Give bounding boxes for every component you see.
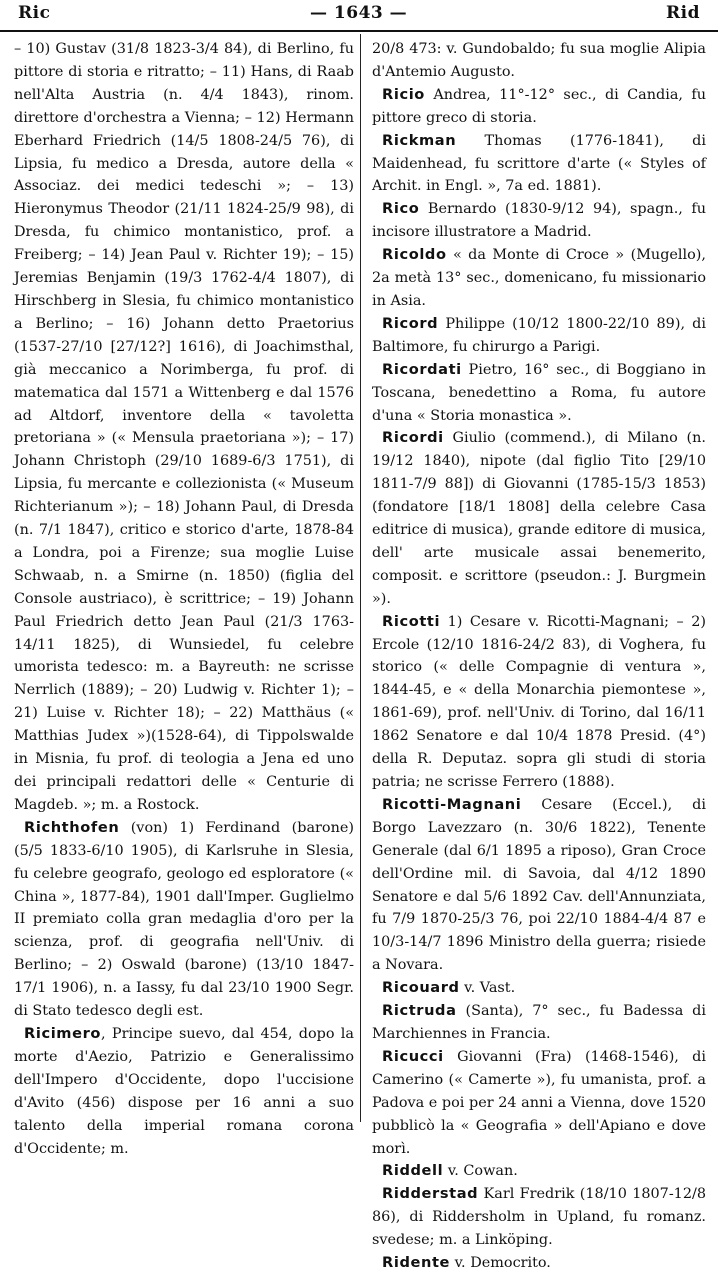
entry-ricucci: Ricucci Giovanni (Fra) (1468-1546), di Camerino (« Camerte »), fu umanista, prof. a Padova e poi per 24 anni a Vienna, dove 1520 pubblicò la « Geografia » dell'Apiano e dove morì. <box>372 1047 706 1157</box>
entry-ricimero: Ricimero, Principe suevo, dal 454, dopo la morte d'Aezio, Patrizio e Generalissimo dell'Impero d'Occidente, dopo l'uccisione d'Avito (456) dispose per 16 anni a suo talento della imperial romana corona d'Occidente; m. <box>14 1024 354 1157</box>
headword: Rickman <box>382 131 457 149</box>
entry-rickman: Rickman Thomas (1776-1841), di Maidenhead, fu scrittore d'arte (« Styles of Archit. in Engl. », 7a ed. 1881). <box>372 131 706 195</box>
headword: Ricoldo <box>382 246 447 264</box>
headword: Rico <box>382 200 420 218</box>
entry-continuation: – 10) Gustav (31/8 1823-3/4 84), di Berlino, fu pittore di storia e ritratto; – 11) Hans, di Raab nell'Alta Austria (n. 4/4 1843), rinom. direttore d'orchestra a Vienna; – 12) Hermann Eberhard Friedrich (14/5 1808-24/5 76), di Lipsia, fu medico a Dresda, autore della « Associaz. dei medici tedeschi »; – 13) Hieronymus Theodor (21/11 1824-25/9 98), di Dresda, fu chimico montanistico, prof. a Freiberg; – 14) Jean Paul v. Richter 19); – 15) Jeremias Benjamin (19/3 1762-4/4 1807), di Hirschberg in Slesia, fu chimico montanistico a Berlino; – 16) Johann detto Praetorius (1537-27/10 [27/12?] 1616), di Joachimsthal, già meccanico a Norimberga, fu prof. di matematica dal 1571 a Wittenberg e dal 1576 ad Altdorf, inventore della « tavoletta pretoriana » (« Mensula praetoriana »); – 17) Johann Christoph (29/10 1689-6/3 1751), di Lipsia, fu mercante e collezionista (« Museum Richterianum »); – 18) Johann Paul, di Dresda (n. 7/1 1847), critico e storico d'arte, 1878-84 a Londra, poi a Firenze; sua moglie Luise Schwaab, n. a Smirne (n. 1850) (figlia del Console austriaco), è scrittrice; – 19) Johann Paul Friedrich detto Jean Paul (21/3 1763-14/11 1825), di Wunsiedel, fu celebre umorista tedesco: m. a Bayreuth: ne scrisse Nerrlich (1889); – 20) Ludwig v. Richter 1); – 21) Luise v. Richter 18); – 22) Matthäus (« Matthias Judex »)(1528-64), di Tippolswalde in Misnia, fu prof. di teologia a Jena ed uno dei principali redattori delle « Centurie di Magdeb. »; m. a Rostock. <box>14 41 354 813</box>
column-divider <box>360 34 361 1122</box>
entry-rico: Rico Bernardo (1830-9/12 94), spagn., fu incisore illustratore a Madrid. <box>372 200 706 241</box>
headword: Ricio <box>382 85 425 103</box>
entry-ridente: Ridente v. Democrito. <box>382 1254 551 1272</box>
entry-ricotti-magnani: Ricotti-Magnani Cesare (Eccel.), di Borgo Lavezzaro (n. 30/6 1822), Tenente Generale (dal 6/1 1895 a riposo), Gran Croce dell'Ordine mil. di Savoia, dal 4/12 1890 Senatore e dal 5/6 1892 Cav. dell'Annunziata, fu 7/9 1870-25/3 76, poi 22/10 1884-4/4 87 e 10/3-14/7 1896 Ministro della guerra; risiede a Novara. <box>372 795 706 974</box>
entry-ricio: Ricio Andrea, 11°-12° sec., di Candia, fu pittore greco di storia. <box>372 85 706 126</box>
headword: Ridderstad <box>382 1185 479 1203</box>
headword: Ricucci <box>382 1047 444 1065</box>
headword: Ricotti <box>382 612 441 630</box>
entry-ricordi: Ricordi Giulio (commend.), di Milano (n. 19/12 1840), nipote (dal figlio Tito [29/10 1811-7/9 88]) di Giovanni (1785-15/3 1853) (fondatore [18/1 1808] della celebre Casa editrice di musica), grande editore di musica, dell' arte musicale assai benemerito, composit. e scrittore (pseudon.: J. Burgmein »). <box>372 429 706 607</box>
headword: Ricordi <box>382 429 444 447</box>
headword: Rictruda <box>382 1002 457 1020</box>
header-left-guideword: Ric <box>18 3 51 23</box>
entry-riddell: Riddell v. Cowan. <box>382 1162 518 1180</box>
page-header <box>0 0 718 32</box>
entry-ricouard: Ricouard v. Vast. <box>382 979 516 997</box>
headword: Richthofen <box>24 818 120 836</box>
headword: Ricord <box>382 314 439 332</box>
entry-richthofen: Richthofen (von) 1) Ferdinand (barone) (5/5 1833-6/10 1905), di Karlsruhe in Slesia, fu celebre geografo, geologo ed esploratore (« China », 1877-84), 1901 dall'Imper. Guglielmo II premiato colla gran medaglia d'oro per la scienza, prof. di geografia nell'Univ. di Berlino; – 2) Oswald (barone) (13/10 1847-17/1 1906), n. a Iassy, fu dal 23/10 1900 Segr. di Stato tedesco degli est. <box>14 818 354 1020</box>
headword: Ricordati <box>382 360 462 378</box>
page-number: — 1643 — <box>310 3 408 23</box>
headword: Ricotti-Magnani <box>382 795 522 813</box>
entry-continuation: 20/8 473: v. Gundobaldo; fu sua moglie Alipia d'Antemio Augusto. <box>372 41 706 80</box>
entry-ridderstad: Ridderstad Karl Fredrik (18/10 1807-12/8 86), di Riddersholm in Upland, fu romanz. svedese; m. a Linköping. <box>372 1185 706 1249</box>
left-column <box>14 38 354 1160</box>
headword: Ricimero <box>24 1024 102 1042</box>
header-right-guideword: Rid <box>666 3 700 23</box>
headword: Ridente <box>382 1254 451 1272</box>
entry-ricotti: Ricotti 1) Cesare v. Ricotti-Magnani; – 2) Ercole (12/10 1816-24/2 83), di Voghera, fu storico (« delle Compagnie di ventura », 1844-45, e « della Monarchia piemontese », 1861-69), prof. nell'Univ. di Torino, dal 16/11 1862 Senatore e dal 10/4 1878 Presid. (4°) della R. Deputaz. sopra gli studi di storia patria; ne scrisse Ferrero (1888). <box>372 612 706 790</box>
entry-ricord: Ricord Philippe (10/12 1800-22/10 89), di Baltimore, fu chirurgo a Parigi. <box>372 314 706 355</box>
entry-ricoldo: Ricoldo « da Monte di Croce » (Mugello), 2a metà 13° sec., domenicano, fu missionario in Asia. <box>372 246 706 309</box>
entry-rictruda: Rictruda (Santa), 7° sec., fu Badessa di Marchiennes in Francia. <box>372 1002 706 1042</box>
right-column <box>372 38 706 1275</box>
headword: Riddell <box>382 1162 444 1180</box>
headword: Ricouard <box>382 979 460 997</box>
entry-ricordati: Ricordati Pietro, 16° sec., di Boggiano in Toscana, benedettino a Roma, fu autore d'una « Storia monastica ». <box>372 360 706 424</box>
